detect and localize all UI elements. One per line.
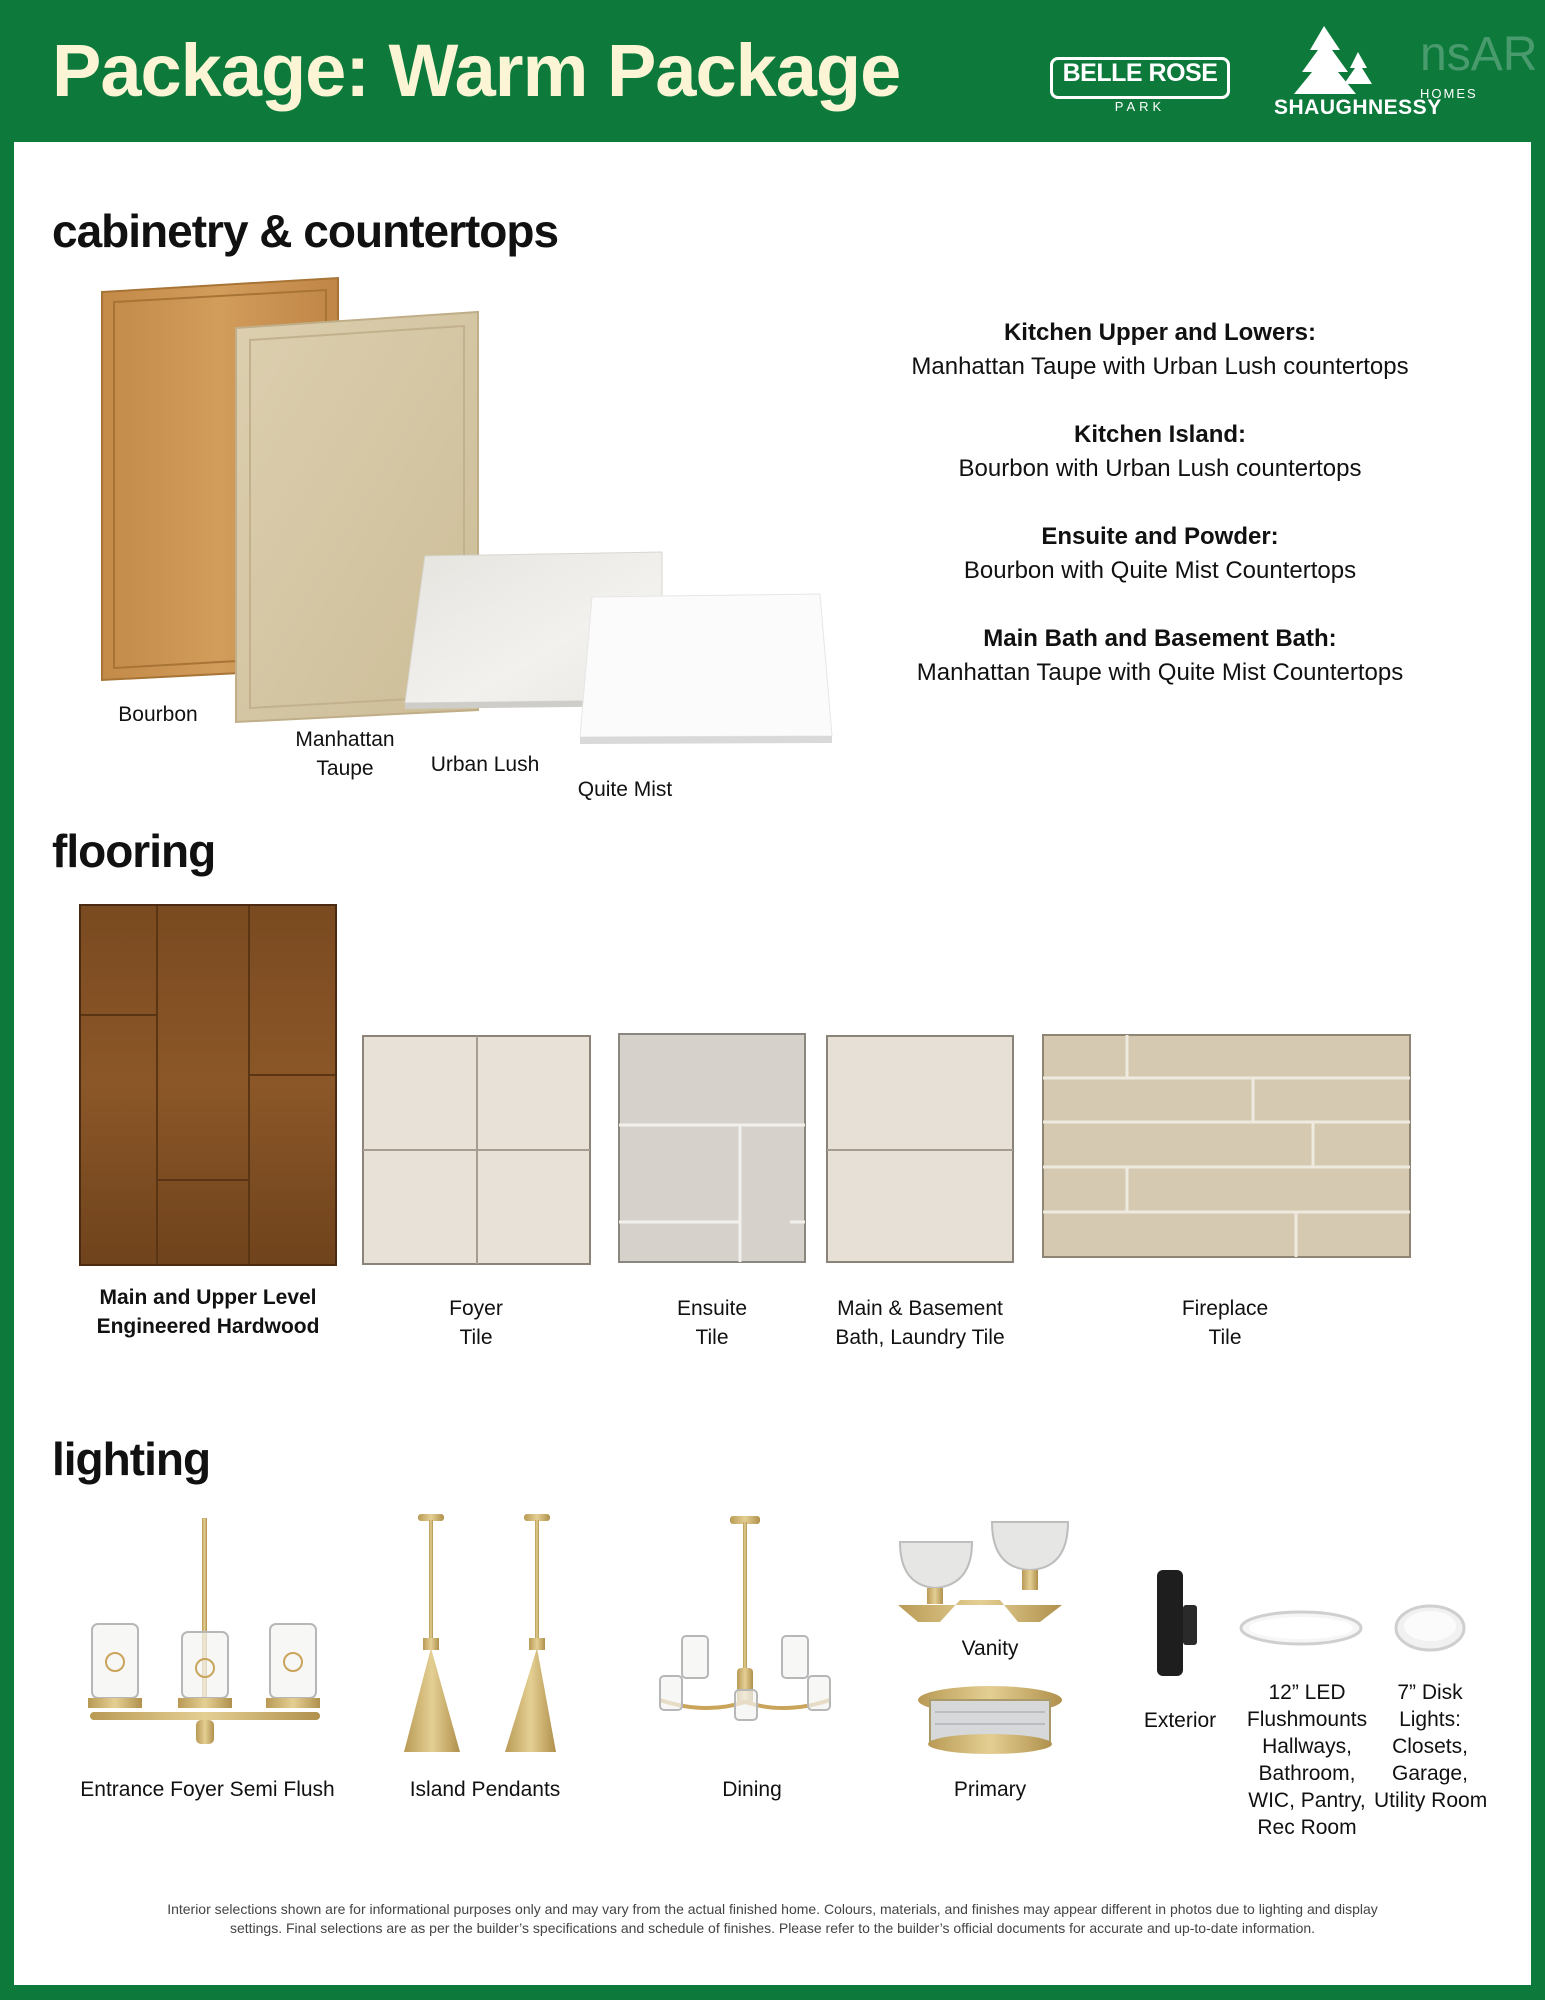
label-line: Engineered Hardwood: [96, 1315, 320, 1338]
flooring-heading: flooring: [52, 825, 216, 877]
spec-value: Manhattan Taupe with Urban Lush countertops: [911, 353, 1409, 380]
watermark-text: nsAR: [1420, 28, 1538, 81]
label-line: Flushmounts: [1246, 1708, 1368, 1731]
led-flushmount-fixture: [1241, 1612, 1361, 1644]
label-line: Bath, Laundry Tile: [835, 1326, 1005, 1349]
label-line: Tile: [1208, 1326, 1242, 1349]
lighting-label-island-pendants: Island Pendants: [409, 1778, 561, 1801]
label-line: Closets,: [1392, 1735, 1468, 1758]
lighting-label-foyer-semi-flush: Entrance Foyer Semi Flush: [80, 1778, 335, 1801]
dining-chandelier-fixture: [660, 1516, 830, 1720]
foyer-semi-flush-fixture: [88, 1518, 320, 1744]
lighting-label-primary: Primary: [953, 1778, 1027, 1801]
lighting-label-exterior: Exterior: [1143, 1709, 1217, 1732]
builder-name: SHAUGHNESSY: [1274, 96, 1442, 119]
label-line: Foyer: [449, 1297, 503, 1320]
label-line: Hallways,: [1262, 1735, 1352, 1758]
primary-flushmount-fixture: [918, 1686, 1062, 1754]
label-line: Garage,: [1392, 1762, 1468, 1785]
spec-heading: Main Bath and Basement Bath:: [983, 625, 1337, 652]
label-line: 12” LED: [1268, 1681, 1346, 1704]
disclaimer-text: Interior selections shown are for informational purposes only and may vary from the actual finished home. Colours, materials, and finishes may appear different in photos due to lighting and display settings. Final selections are as per the builder’s specifications and schedule of finishes. Please refer to the builder’s official documents for accurate and up-to-date information.: [167, 1901, 1378, 1936]
builder-top: HOMES: [1420, 86, 1478, 101]
brand-sub: PARK: [1105, 100, 1175, 113]
lighting-label-dining: Dining: [722, 1778, 782, 1801]
exterior-sconce-fixture: [1157, 1570, 1197, 1676]
spec-heading: Kitchen Island:: [1073, 421, 1247, 448]
brand-name: BELLE ROSE: [1062, 59, 1218, 87]
spec-heading: Ensuite and Powder:: [1041, 523, 1279, 550]
page-title: Package: Warm Package: [52, 29, 901, 112]
lighting-label-disk-lights: [1374, 1679, 1486, 1814]
label-line: Rec Room: [1257, 1816, 1357, 1839]
label-line: Tile: [695, 1326, 729, 1349]
label-line: WIC, Pantry,: [1248, 1789, 1366, 1812]
swatch-label-manhattan-taupe: Manhattan Taupe: [295, 728, 395, 780]
cabinetry-heading: cabinetry & countertops: [52, 205, 559, 257]
spec-value: Bourbon with Urban Lush countertops: [958, 455, 1362, 482]
spec-value: Manhattan Taupe with Quite Mist Countertops: [916, 659, 1404, 686]
label-line: Main & Basement: [837, 1297, 1003, 1320]
swatch-label-quite-mist: Quite Mist: [577, 778, 673, 801]
island-pendants-fixture: [404, 1514, 556, 1752]
lighting-heading: lighting: [52, 1433, 211, 1485]
label-line: Utility Room: [1374, 1789, 1488, 1812]
disk-light-fixture: [1396, 1606, 1464, 1650]
lighting-label-led-flushmounts: [1240, 1679, 1374, 1841]
spec-heading: Kitchen Upper and Lowers:: [1003, 319, 1317, 346]
swatch-label-urban-lush: Urban Lush: [430, 753, 540, 776]
label-line: Main and Upper Level: [99, 1286, 317, 1309]
lighting-label-vanity: Vanity: [961, 1637, 1019, 1660]
spec-value: Bourbon with Quite Mist Countertops: [963, 557, 1357, 584]
label-line: Ensuite: [676, 1297, 748, 1320]
vanity-fixture: [898, 1522, 1068, 1622]
label-line: Lights:: [1399, 1708, 1461, 1731]
label-line: Bathroom,: [1258, 1762, 1356, 1785]
label-line: Tile: [459, 1326, 493, 1349]
label-line: Fireplace: [1181, 1297, 1269, 1320]
label-line: 7” Disk: [1397, 1681, 1463, 1704]
swatch-label-bourbon: Bourbon: [118, 703, 198, 726]
